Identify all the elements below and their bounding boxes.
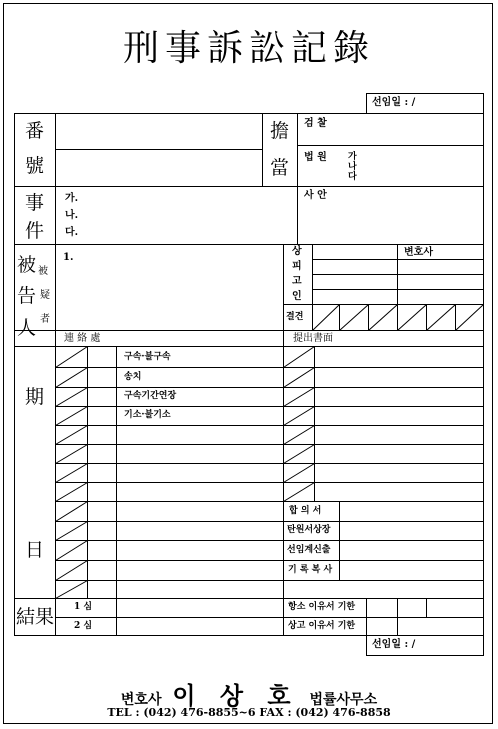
- label-day: 日: [25, 539, 45, 561]
- label-case-2: 件: [25, 220, 45, 242]
- case-item-a: 가.: [65, 193, 79, 204]
- relation-4: 인: [292, 291, 302, 302]
- label-defendant-1: 被: [17, 254, 37, 276]
- appointment-date-bottom: 선임일 : /: [372, 639, 416, 650]
- footer-lawyer-name: 이 상 호: [172, 681, 299, 710]
- result-label-2: 상고 이유서 기한: [288, 621, 356, 631]
- label-case-note: 사 안: [304, 190, 327, 201]
- relation-3: 고: [292, 276, 302, 287]
- label-result: 結果: [16, 606, 55, 628]
- court-item-b: 나: [348, 162, 357, 172]
- form-title: 刑事訴訟記錄: [122, 28, 375, 69]
- right-item-2: 탄원서상장: [287, 525, 331, 535]
- label-charge-1: 擔: [270, 120, 290, 142]
- label-submitted-docs: 提出書面: [293, 333, 333, 344]
- label-suspect-2: 疑: [40, 290, 50, 301]
- right-item-4: 기 록 복 사: [288, 565, 333, 575]
- period-item-4: 기소·불기소: [124, 410, 171, 420]
- label-lawyer: 변호사: [404, 247, 433, 258]
- period-item-1: 구속·불구속: [124, 352, 171, 362]
- result-instance-2: 2 심: [74, 621, 93, 631]
- label-number-1: 番: [25, 120, 45, 142]
- footer-suffix: 법률사무소: [309, 692, 378, 708]
- case-item-b: 나.: [65, 210, 79, 221]
- label-number-2: 號: [25, 155, 45, 177]
- label-case-1: 事: [25, 192, 45, 214]
- label-court: 법 원: [304, 152, 327, 163]
- relation-1: 상: [292, 246, 302, 257]
- result-instance-1: 1 심: [74, 602, 93, 612]
- label-charge-2: 當: [270, 157, 290, 179]
- period-item-3: 구속기간연장: [124, 391, 177, 401]
- label-suspect-3: 者: [40, 314, 50, 325]
- label-prosecution: 검 찰: [304, 118, 327, 129]
- label-defendant-3: 人: [17, 317, 37, 339]
- right-item-1: 합 의 서: [289, 506, 322, 516]
- relation-2: 피: [292, 261, 302, 272]
- court-item-a: 가: [348, 152, 357, 162]
- footer-contact: TEL : (042) 476-8855~6 FAX : (042) 476-8858: [107, 706, 391, 719]
- label-suspect-1: 被: [38, 266, 48, 277]
- label-period: 期: [25, 386, 45, 408]
- appointment-date-top: 선임일 : /: [372, 97, 416, 108]
- right-item-3: 선임계신출: [287, 545, 331, 555]
- defendant-first: 1.: [63, 252, 74, 263]
- label-ruling: 결견: [286, 312, 304, 322]
- court-item-c: 다: [348, 172, 357, 182]
- case-item-c: 다.: [65, 227, 79, 238]
- label-contact: 連 絡 處: [64, 333, 101, 344]
- label-defendant-2: 告: [17, 285, 37, 307]
- footer-prefix: 변호사: [120, 692, 162, 708]
- period-item-2: 송치: [124, 372, 142, 382]
- result-label-1: 항소 이유서 기한: [288, 602, 356, 612]
